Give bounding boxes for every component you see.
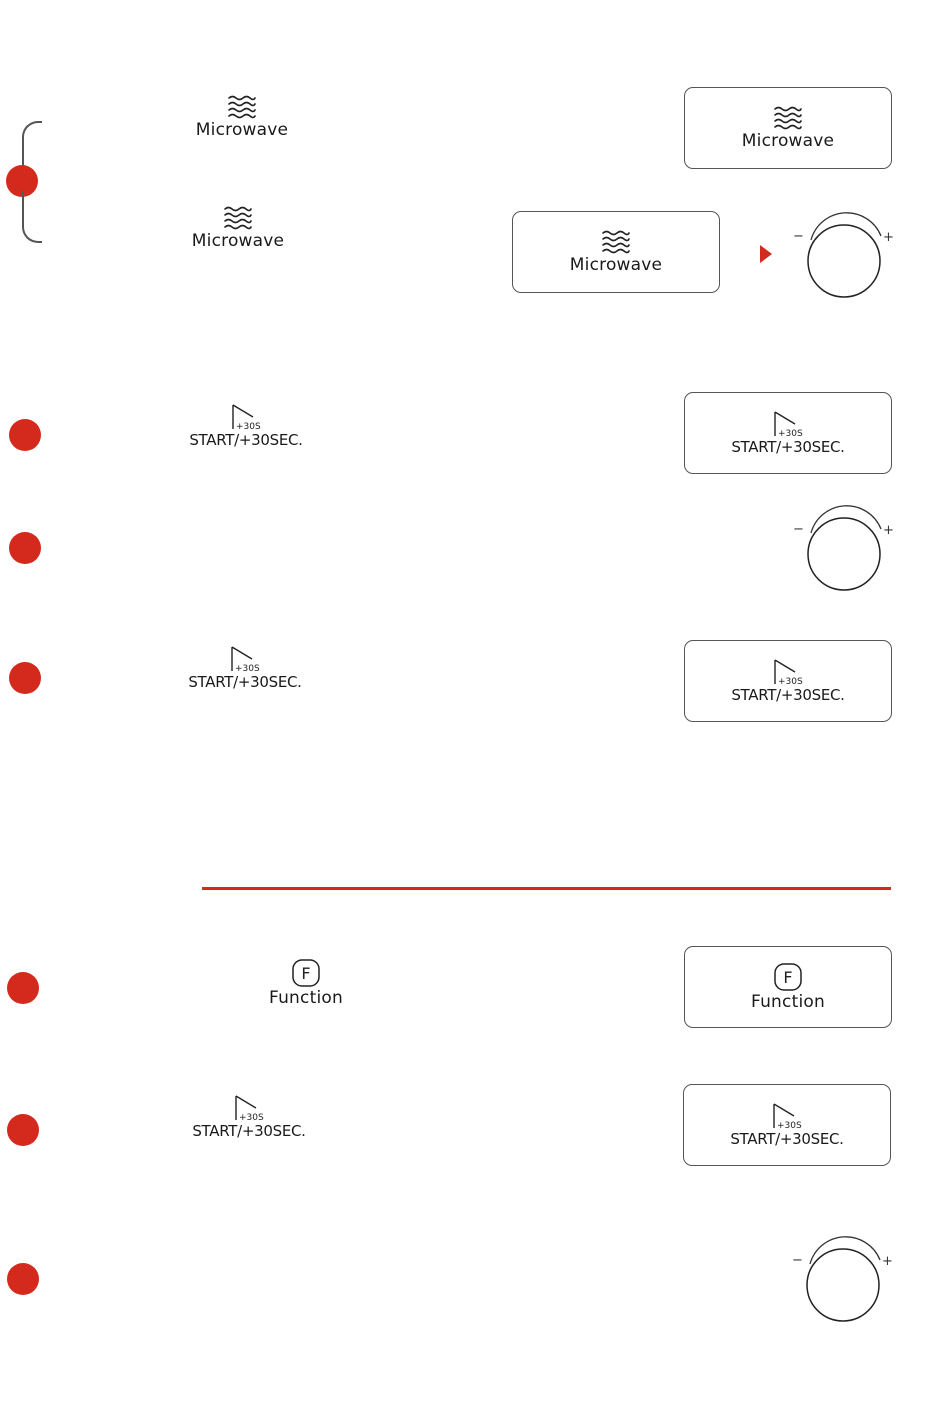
start-instruction-3	[189, 1094, 309, 1140]
dial-knob-icon	[793, 505, 893, 595]
start-button-label: START/+30SEC.	[731, 438, 845, 456]
step-marker-3	[9, 532, 41, 564]
step-marker-5	[7, 972, 39, 1004]
start-play-icon	[771, 410, 805, 438]
microwave-instruction-2	[188, 205, 288, 251]
start-play-icon	[232, 1094, 266, 1122]
microwave-instruction-1	[192, 94, 292, 140]
microwave-label: Microwave	[195, 120, 289, 140]
function-letter: F	[301, 964, 311, 983]
microwave-waves-icon	[601, 229, 631, 255]
plus30-text: +30S	[239, 1113, 264, 1122]
step-marker-2	[9, 419, 41, 451]
start-play-icon	[228, 645, 262, 673]
start-label: START/+30SEC.	[188, 673, 302, 691]
microwave-label: Microwave	[191, 231, 285, 251]
knob-plus: +	[883, 230, 894, 245]
start-play-icon	[770, 1102, 804, 1130]
dial-knob-3[interactable]	[792, 1236, 892, 1326]
dial-knob-2[interactable]	[793, 505, 893, 595]
start-instruction-1	[186, 403, 306, 449]
microwave-button-label: Microwave	[741, 131, 835, 151]
plus30-text: +30S	[778, 677, 803, 686]
microwave-waves-icon	[227, 94, 257, 120]
step-bracket-bottom	[22, 191, 42, 243]
microwave-button-label: Microwave	[569, 255, 663, 275]
knob-minus: −	[792, 1253, 803, 1268]
function-f-icon	[773, 962, 803, 992]
start-button-2[interactable]	[684, 640, 892, 722]
arrow-right-icon	[760, 245, 772, 263]
microwave-waves-icon	[223, 205, 253, 231]
microwave-waves-icon	[773, 105, 803, 131]
microwave-button-1[interactable]	[684, 87, 892, 169]
plus30-text: +30S	[777, 1121, 802, 1130]
start-label: START/+30SEC.	[192, 1122, 306, 1140]
knob-minus: −	[793, 522, 804, 537]
start-button-1[interactable]	[684, 392, 892, 474]
function-letter: F	[783, 968, 793, 987]
knob-plus: +	[882, 1254, 893, 1269]
plus30-text: +30S	[236, 422, 261, 431]
start-button-label: START/+30SEC.	[730, 1130, 844, 1148]
step-marker-4	[9, 662, 41, 694]
start-play-icon	[229, 403, 263, 431]
start-button-3[interactable]	[683, 1084, 891, 1166]
plus30-text: +30S	[235, 664, 260, 673]
start-button-label: START/+30SEC.	[731, 686, 845, 704]
section-divider	[202, 887, 891, 890]
knob-plus: +	[883, 523, 894, 538]
function-label: Function	[269, 988, 343, 1008]
function-f-icon	[291, 958, 321, 988]
step-marker-7	[7, 1263, 39, 1295]
start-label: START/+30SEC.	[189, 431, 303, 449]
dial-knob-icon	[793, 212, 893, 302]
start-play-icon	[771, 658, 805, 686]
step-marker-6	[7, 1114, 39, 1146]
knob-minus: −	[793, 229, 804, 244]
start-instruction-2	[185, 645, 305, 691]
dial-knob-icon	[792, 1236, 892, 1326]
plus30-text: +30S	[778, 429, 803, 438]
function-button[interactable]	[684, 946, 892, 1028]
function-button-label: Function	[751, 992, 825, 1012]
dial-knob-1[interactable]	[793, 212, 893, 302]
function-instruction	[256, 958, 356, 1008]
microwave-button-2[interactable]	[512, 211, 720, 293]
